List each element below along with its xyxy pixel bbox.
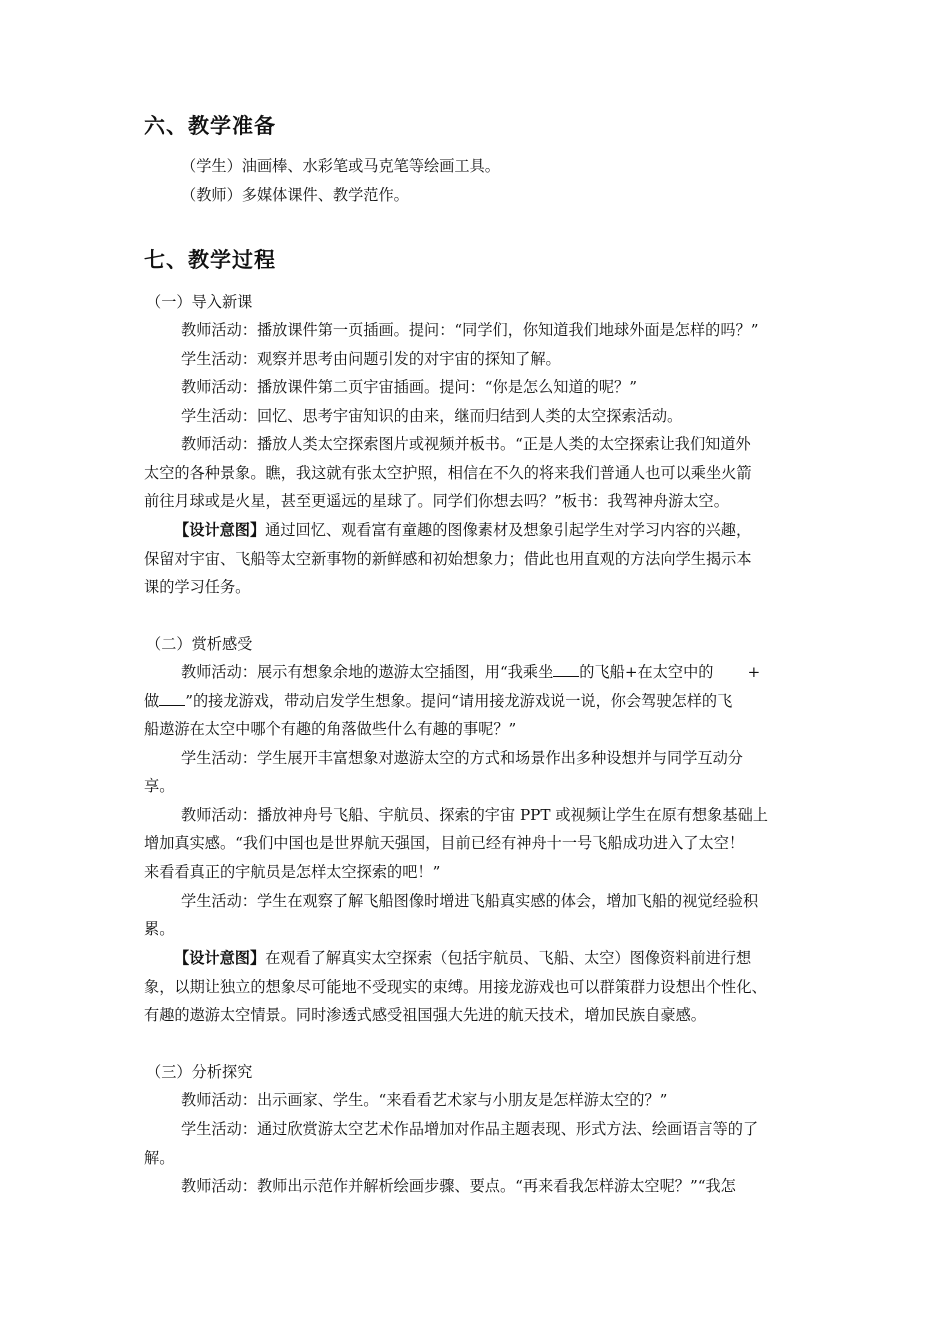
part2-line: 教师活动：播放神舟号飞船、宇航员、探索的宇宙 PPT 或视频让学生在原有想象基础上 bbox=[181, 806, 768, 824]
part3-heading: （三）分析探究 bbox=[146, 1063, 253, 1081]
part1-heading: （一）导入新课 bbox=[146, 293, 253, 311]
part3-line: 教师活动：出示画家、学生。“来看看艺术家与小朋友是怎样游太空的？” bbox=[181, 1091, 668, 1109]
part1-line: 太空的各种景象。瞧，我这就有张太空护照，相信在不久的将来我们普通人也可以乘坐火箭 bbox=[144, 464, 752, 482]
part1-line: 学生活动：回忆、思考宇宙知识的由来，继而归结到人类的太空探索活动。 bbox=[181, 407, 683, 425]
part2-line: 有趣的遨游太空情景。同时渗透式感受祖国强大先进的航天技术，增加民族自豪感。 bbox=[144, 1006, 706, 1024]
part2-line: 享。 bbox=[144, 777, 175, 795]
part2-line: 象，以期让独立的想象尽可能地不受现实的束缚。用接龙游戏也可以群策群力设想出个性化、 bbox=[144, 978, 767, 996]
part2-line: 船遨游在太空中哪个有趣的角落做些什么有趣的事呢？” bbox=[144, 720, 517, 738]
text-span: ”的接龙游戏，带动启发学生想象。提问“请用接龙游戏说一说，你会驾驶怎样的飞 bbox=[185, 692, 733, 710]
prep-teacher: （教师）多媒体课件、教学范作。 bbox=[181, 186, 409, 204]
intent-label: 【设计意图】 bbox=[174, 949, 266, 967]
part3-line: 解。 bbox=[144, 1149, 175, 1167]
intent-text: 在观看了解真实太空探索（包括宇航员、飞船、太空）图像资料前进行想 bbox=[265, 949, 752, 967]
blank-line bbox=[553, 662, 579, 677]
blank-line bbox=[159, 691, 185, 706]
part2-line bbox=[144, 691, 732, 711]
part2-line: 学生活动：学生展开丰富想象对遨游太空的方式和场景作出多种设想并与同学互动分 bbox=[181, 749, 743, 767]
section-6-title: 六、教学准备 bbox=[144, 114, 276, 138]
part1-line: 学生活动：观察并思考由问题引发的对宇宙的探知了解。 bbox=[181, 350, 561, 368]
part2-line: 学生活动：学生在观察了解飞船图像时增进飞船真实感的体会，增加飞船的视觉经验积 bbox=[181, 892, 759, 910]
part3-line: 教师活动：教师出示范作并解析绘画步骤、要点。“再来看我怎样游太空呢？”“我怎 bbox=[181, 1177, 736, 1195]
intent-label: 【设计意图】 bbox=[174, 521, 266, 539]
part1-line: 教师活动：播放人类太空探索图片或视频并板书。“正是人类的太空探索让我们知道外 bbox=[181, 435, 751, 453]
part1-line: 教师活动：播放课件第二页宇宙插画。提问：“你是怎么知道的呢？” bbox=[181, 378, 637, 396]
intent-text: 通过回忆、观看富有童趣的图像素材及想象引起学生对学习内容的兴趣， bbox=[265, 521, 752, 539]
text-span: 的飞船+在太空中的 bbox=[579, 663, 714, 681]
part2-heading: （二）赏析感受 bbox=[146, 635, 253, 653]
part2-intent bbox=[174, 948, 751, 968]
part1-intent bbox=[174, 520, 751, 540]
text-span: 做 bbox=[144, 692, 160, 710]
part1-line: 教师活动：播放课件第一页插画。提问：“同学们，你知道我们地球外面是怎样的吗？” bbox=[181, 321, 759, 339]
part3-line: 学生活动：通过欣赏游太空艺术作品增加对作品主题表现、形式方法、绘画语言等的了 bbox=[181, 1120, 759, 1138]
part2-line: 增加真实感。“我们中国也是世界航天强国，目前已经有神舟十一号飞船成功进入了太空！ bbox=[144, 834, 745, 852]
text-span: + bbox=[747, 663, 761, 681]
part2-line: 累。 bbox=[144, 920, 175, 938]
text-span: 教师活动：展示有想象余地的遨游太空插图，用“我乘坐 bbox=[181, 663, 554, 681]
section-7-title: 七、教学过程 bbox=[144, 248, 276, 272]
part1-line: 保留对宇宙、飞船等太空新事物的新鲜感和初始想象力；借此也用直观的方法向学生揭示本 bbox=[144, 550, 752, 568]
part1-line: 前往月球或是火星，甚至更遥远的星球了。同学们你想去吗？”板书：我驾神舟游太空。 bbox=[144, 492, 729, 510]
prep-student: （学生）油画棒、水彩笔或马克笔等绘画工具。 bbox=[181, 157, 500, 175]
part2-line bbox=[181, 662, 760, 682]
part2-line: 来看看真正的宇航员是怎样太空探索的吧！” bbox=[144, 863, 441, 881]
part1-line: 课的学习任务。 bbox=[144, 578, 251, 596]
